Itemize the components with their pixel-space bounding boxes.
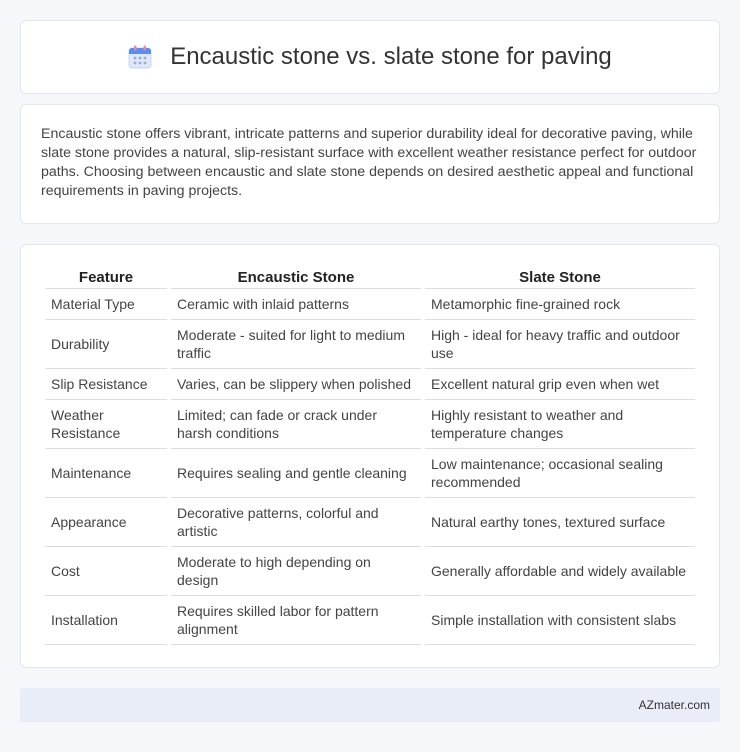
slate-cell: High - ideal for heavy traffic and outdoor use <box>425 320 695 369</box>
header-feature: Feature <box>45 265 167 289</box>
slate-cell: Natural earthy tones, textured surface <box>425 498 695 547</box>
slate-cell: Generally affordable and widely available <box>425 547 695 596</box>
encaustic-cell: Varies, can be slippery when polished <box>171 369 421 400</box>
encaustic-cell: Requires sealing and gentle cleaning <box>171 449 421 498</box>
header-slate: Slate Stone <box>425 265 695 289</box>
intro-card <box>20 104 720 224</box>
footer <box>20 688 720 722</box>
slate-cell: Low maintenance; occasional sealing recommended <box>425 449 695 498</box>
table-row <box>45 596 695 645</box>
slate-cell: Highly resistant to weather and temperature changes <box>425 400 695 449</box>
feature-cell: Slip Resistance <box>45 369 167 400</box>
footer-brand[interactable]: AZmater.com <box>638 698 710 712</box>
feature-cell: Durability <box>45 320 167 369</box>
table-row <box>45 320 695 369</box>
table-header-row <box>45 265 695 289</box>
encaustic-cell: Requires skilled labor for pattern alignment <box>171 596 421 645</box>
table-row <box>45 400 695 449</box>
encaustic-cell: Decorative patterns, colorful and artistic <box>171 498 421 547</box>
comparison-table <box>41 265 699 645</box>
table-row <box>45 449 695 498</box>
encaustic-cell: Limited; can fade or crack under harsh conditions <box>171 400 421 449</box>
table-row <box>45 369 695 400</box>
feature-cell: Cost <box>45 547 167 596</box>
feature-cell: Installation <box>45 596 167 645</box>
encaustic-cell: Moderate to high depending on design <box>171 547 421 596</box>
table-row <box>45 498 695 547</box>
calendar-icon <box>128 45 152 69</box>
table-row <box>45 289 695 320</box>
slate-cell: Excellent natural grip even when wet <box>425 369 695 400</box>
feature-cell: Weather Resistance <box>45 400 167 449</box>
comparison-card <box>20 244 720 668</box>
slate-cell: Simple installation with consistent slabs <box>425 596 695 645</box>
slate-cell: Metamorphic fine-grained rock <box>425 289 695 320</box>
page-title: Encaustic stone vs. slate stone for paving <box>170 43 612 70</box>
encaustic-cell: Ceramic with inlaid patterns <box>171 289 421 320</box>
table-row <box>45 547 695 596</box>
intro-text: Encaustic stone offers vibrant, intricate patterns and superior durability ideal for decorative paving, while slate stone provides a natural, slip-resistant surface with excellent weather resistance perfect for outdoor paths. Choosing between encaustic and slate stone depends on desired aesthetic appeal and functional requirements in paving projects. <box>41 126 697 199</box>
title-card <box>20 20 720 94</box>
encaustic-cell: Moderate - suited for light to medium traffic <box>171 320 421 369</box>
header-encaustic: Encaustic Stone <box>171 265 421 289</box>
feature-cell: Material Type <box>45 289 167 320</box>
feature-cell: Maintenance <box>45 449 167 498</box>
feature-cell: Appearance <box>45 498 167 547</box>
